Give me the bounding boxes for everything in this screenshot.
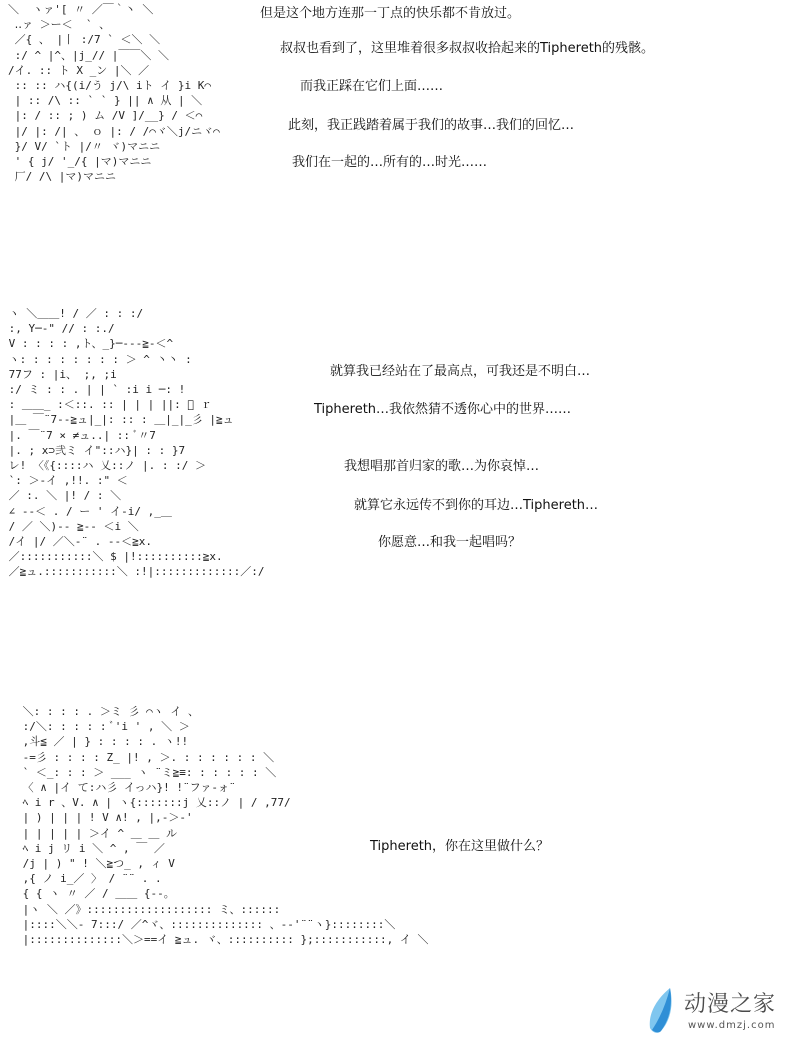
ascii-art-figure-1: ＼ ヽァ'[ 〃 ／￣｀丶 ＼ ‥ァ ＞ー＜ ` 、 ／{ 、 |丨 :/7 ` ＜＼ ＼ :/ ^ |^、|j_// |￣￣＼ ＼ /イ. :: ト X _ン |＼ ／ :: :: ハ{(i/う j/\ iト イ }i K⌒ | :: /\ :: ` ` } || ∧ 从 | ＼ |: / :: ; ) ム /V ]/__} / ＜⌒ |/ |: /| 、 ｏ |: / /⌒ヾ＼j/ニヾ⌒ }/ V/ `ト |/〃 ヾ)マニニ ' { j/ '_/{ |マ)マニニ 厂/ /\ |マ)マニニ [8,3,220,184]
manga-panel-3 [0,700,800,1020]
dialogue-line: 叔叔也看到了，这里堆着很多叔叔收拾起来的Tiphereth的残骸。 [280,41,655,56]
watermark-url: www.dmzj.com [688,1020,776,1031]
dialogue-line: 但是这个地方连那一丁点的快乐都不肯放过。 [260,6,521,21]
ascii-art-figure-3: ＼: : : : . ＞ミ 彡 ⌒ヽ イ 、 :/＼: : : : : ﾞ'i ' , ＼ ＞ ,斗≦ ／ | } : : : : . ヽ!! ‐=彡 : : : : Z_ |! , ＞. : : : : : : ＼ ` ＜_: : : ＞ ___ ヽ ¨ミ≧≡: : : : : : ＼ 〈 ∧ |イ て:ハ彡 イっハ}! !¨ファ‐ォ¨ ﾍ i r 、V. ∧ | ヽ{:::::::j 乂::ノ | / ,77/ | ) | | | ! V ∧! , |,‐＞‐' | | | | | ＞イ ^ ＿ ＿ ル ﾍ i j リ i ＼ ^ , ￣ ／ /j | ) " ! ＼≧つ_ , ィ V ,{ ノ i_／ 〉 / ¨¨ . . { { ヽ 〃 ／ / ＿＿ {‐‐。 |ヽ ＼ ／》::::::::::::::::::: ミ、:::::: |::::＼＼‐ 7:::/ ／^ヾ、:::::::::::::: 、‐‐'¨¨ヽ}::::::::＼ |::::::::::::::＼＞==イ ≧ュ. ヾ、:::::::::: };:::::::::::, イ ＼ [22,705,429,947]
dialogue-line: 你愿意…和我一起唱吗？ [378,535,522,550]
dialogue-line: 我们在一起的…所有的…时光…… [292,155,488,170]
dialogue-line: 就算它永远传不到你的耳边…Tiphereth… [354,498,599,513]
dialogue-line: 就算我已经站在了最高点，可我还是不明白… [330,364,591,379]
dialogue-line: Tiphereth…我依然猜不透你心中的世界…… [314,402,572,417]
watermark-brand: 动漫之家 [684,992,777,1017]
dialogue-line: 我想唱那首归家的歌…为你哀悼… [344,459,540,474]
manga-panel-1 [0,0,800,260]
dialogue-line: Tiphereth，你在这里做什么？ [370,839,550,854]
ascii-art-figure-2: ヽ ＼＿＿! / ／ : : :/ :, Y─‐" // : :./ V : : : : ,ト、_}─‐‐‐≧‐＜^ ヽ: : : : : : : : ＞ ^ 丶丶 : 77フ : |i、 ;, ;i :/ ミ : : . | | ` :i i ─: ! : ＿＿_ :＜::. :: | | | ||: ゙ ｒ |＿ ￣¨7‐‐≧ュ|_|: :: : ＿|_|_彡 |≧ュ |. ￣¨7 × ≠ュ..| :: ﾞ〃7 |. ; x⊃弐ミ イ"::ハ}| : : }7 レ! 〈《{::::ハ 乂::ノ |. : :/ ＞ `: ＞‐イ ,!!. :" ＜ ／ :. ＼ |! / : ＼ ∠ ‐‐＜ . / ー ' イ‐i/ ,_＿ / ／ ＼)‐‐ ≧‐‐ ＜i ＼ /イ |/ ／＼‐¨ . ‐‐＜≧x. ／:::::::::::＼ $ |!::::::::::≧x. ／≧ュ.:::::::::::＼ :!|:::::::::::::／:/ [8,307,265,579]
dialogue-line: 而我正踩在它们上面…… [300,79,444,94]
dialogue-line: 此刻，我正践踏着属于我们的故事…我们的回忆… [288,118,575,133]
site-watermark [640,986,790,1036]
feather-logo-icon [640,986,684,1036]
manga-panel-2 [0,300,800,660]
